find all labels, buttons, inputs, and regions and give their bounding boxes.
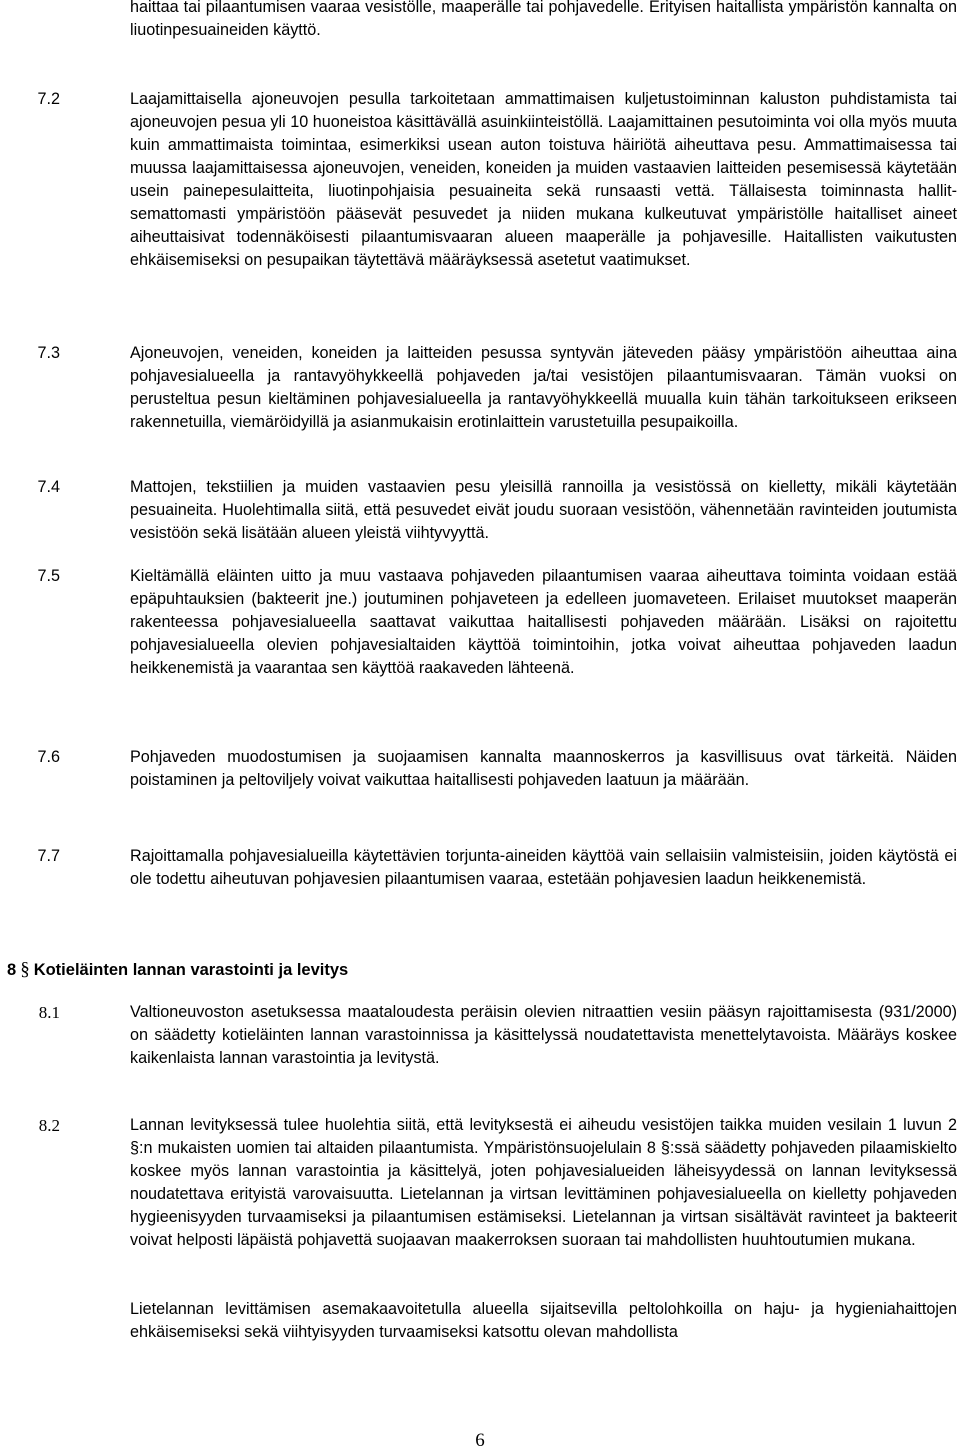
item-text: Ajoneuvojen, veneiden, koneiden ja laitteiden pesussa syntyvän jäteveden pääsy ympäristöön aiheuttaa aina pohjavesialueella ja rantavyöhykkeellä pohjaveden ja/tai vesistöjen pilaantumisvaaran. Tämän vuoksi on perusteltua pesun kieltäminen pohjavesialueella ja rantavyöhykkeellä muualla kuin tähän tarkoitukseen erikseen rakennetuilla, viemäröidyillä ja asianmukaisin erotinlaittein varustetuilla pesupaikoilla. xyxy=(130,344,957,431)
item-text: Valtioneuvoston asetuksessa maataloudesta peräisin olevien nitraattien vesiin pääsyn rajoittamisesta (931/2000) on säädetty kotieläinten lannan varastoinnissa ja käsittelyssä noudatettavista menettelytavoista. Määräys koskee kaikenlaista lannan varastointia ja levitystä. xyxy=(130,1003,957,1067)
item-number: 7.5 xyxy=(37,567,60,585)
item-number: 7.6 xyxy=(37,748,60,766)
item-number: 7.2 xyxy=(37,90,60,108)
section-heading xyxy=(7,958,907,982)
item-text: Mattojen, tekstiilien ja muiden vastaavien pesu yleisillä rannoilla ja vesistössä on kielletty, mikäli käytetään pesuaineita. Huolehtimalla siitä, että pesuvedet eivät joudu suoraan vesistöön, vähennetään ravinteiden joutumista vesistöön sekä lisätään alueen yleistä viihtyvyyttä. xyxy=(130,478,957,542)
item-number: 8.1 xyxy=(38,1003,60,1022)
section-title: Kotieläinten lannan varastointi ja levitys xyxy=(33,961,349,979)
item-number: 7.4 xyxy=(37,478,60,496)
section-number: 8 xyxy=(7,961,17,979)
item-text: Lietelannan levittämisen asemakaavoitetulla alueella sijaitsevilla peltolohkoilla on haju- ja hygieniahaittojen ehkäisemiseksi sekä viihtyisyyden turvaamiseksi katsottu olevan mahdollista xyxy=(130,1300,957,1341)
section-symbol: § xyxy=(20,959,30,980)
page-number: 6 xyxy=(475,1430,485,1451)
item-text: Rajoittamalla pohjavesialueilla käytettävien torjunta-aineiden käyttöä vain sellaisiin valmisteisiin, joiden käytöstä ei ole todettu aiheutuvan pohjavesien pilaantumisen vaaraa, estetään pohjavesien laadun heikkenemistä. xyxy=(130,847,957,888)
item-number: 7.7 xyxy=(37,847,60,865)
item-number: 8.2 xyxy=(38,1116,60,1135)
item-number: 7.3 xyxy=(37,344,60,362)
item-text: Lannan levityksessä tulee huolehtia siitä, että levityksestä ei aiheudu vesistöjen taikka muiden vesilain 1 luvun 2 §:n mukaisten uomien tai altaiden pilaantumista. Ympäristönsuojelulain 8 §:ssä säädetty pohjaveden pilaamiskielto koskee myös lannan varastointia ja käsittelyä, joten pohjavesialueiden läheisyydessä on lannan levityksessä noudatettava erityistä varovaisuutta. Lietelannan ja virtsan levittäminen pohjavesialueella on kielletty pohjaveden hygieenisyyden turvaamiseksi ja pilaantumisen estämiseksi. Lietelannan ja virtsan sisältävät ravinteet ja bakteerit voivat helposti läpäistä pohjavettä suojaavan maakerroksen suoraan tai mahdollisten huuhtoutumien mukana. xyxy=(130,1116,957,1249)
continuation-paragraph: haittaa tai pilaantumisen vaaraa vesistölle, maaperälle tai pohjavedelle. Erityisen haitallista ympäristön kannalta on liuotinpesuaineiden käyttö. xyxy=(130,0,957,39)
item-text: Kieltämällä eläinten uitto ja muu vastaava pohjaveden pilaantumisen vaaraa aiheuttava toiminta voidaan estää epäpuhtauksien (bakteerit jne.) joutuminen pohjaveteen ja edelleen juomaveteen. Erilaiset muutokset maaperän rakenteessa pohjavesialueella saattavat vaikuttaa haitallisesti pohjaveden määrään. Lisäksi on rajoitettu pohjavesialueella olevien pohjavesialtaiden käyttöä toimintoihin, jotka voivat aiheuttaa pohjaveden laadun heikkenemistä ja vaarantaa sen käyttöä raakaveden lähteenä. xyxy=(130,567,957,677)
item-text: Pohjaveden muodostumisen ja suojaamisen kannalta maannoskerros ja kasvillisuus ovat tärkeitä. Näiden poistaminen ja peltoviljely voivat vaikuttaa haitallisesti pohjaveden laatuun ja määrään. xyxy=(130,748,957,789)
item-text: Laajamittaisella ajoneuvojen pesulla tarkoitetaan ammattimaisen kuljetustoiminnan kaluston puhdistamista tai ajoneuvojen pesua yli 10 huoneistoa käsittävällä asuinkiinteistöllä. Laajamittainen pesutoiminta voi olla myös muuta kuin ammattimaista toimintaa, esimerkiksi usean auton toistuva häiriötä aiheuttava pesu. Ammattimaisessa tai muussa laajamittaisessa ajoneuvojen, veneiden, koneiden ja muiden vastaavien laitteiden pesemisessä käytetään usein painepesulaitteita, liuotinpohjaisia pesuaineita sekä runsaasti vettä. Tällaisesta toiminnasta hallitsemattomasti ympäristöön pääsevät pesuvedet ja niiden mukana kulkeutuvat ympäristölle haitalliset aineet aiheuttaisivat todennäköisesti pilaantumisvaaran alueen maaperälle ja pohjavesille. Haitallisten vaikutusten ehkäisemiseksi on pesupaikan täytettävä määräyksessä asetetut vaatimukset. xyxy=(130,90,957,269)
